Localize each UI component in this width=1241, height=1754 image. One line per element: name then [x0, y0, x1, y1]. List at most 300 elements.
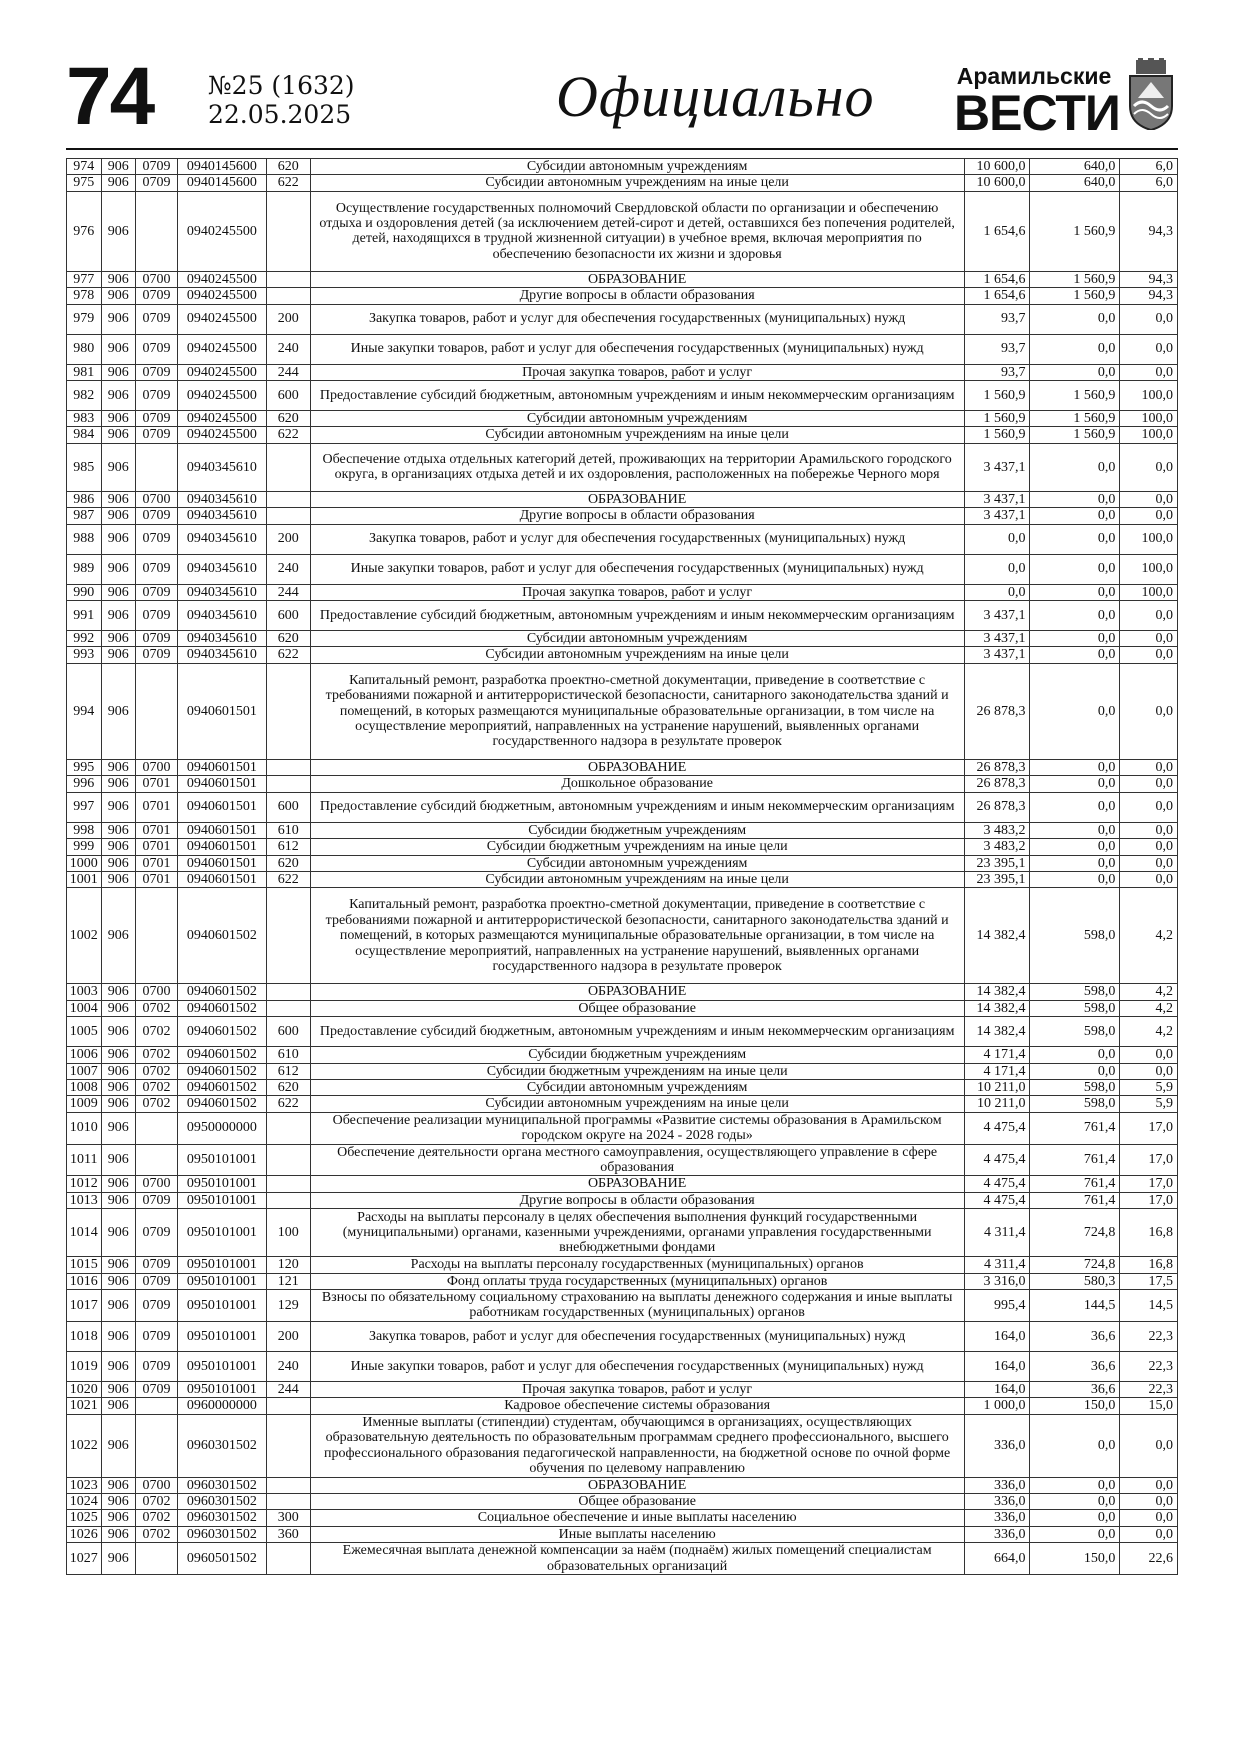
section-code-cell	[136, 1414, 178, 1477]
expense-name-cell: Субсидии автономным учреждениям на иные цели	[310, 427, 964, 443]
expense-type-code-cell: 600	[266, 792, 310, 822]
execution-percent-cell: 0,0	[1120, 776, 1178, 792]
department-code-cell: 906	[101, 984, 136, 1000]
table-row	[67, 288, 1178, 304]
table-row	[67, 1257, 1178, 1273]
department-code-cell: 906	[101, 776, 136, 792]
department-code-cell: 906	[101, 1112, 136, 1144]
expense-type-code-cell	[266, 491, 310, 507]
execution-percent-cell: 22,3	[1120, 1351, 1178, 1381]
expense-type-code-cell: 120	[266, 1257, 310, 1273]
table-row	[67, 554, 1178, 584]
execution-percent-cell: 4,2	[1120, 1000, 1178, 1016]
section-code-cell: 0701	[136, 792, 178, 822]
executed-amount-cell: 1 560,9	[1030, 411, 1120, 427]
executed-amount-cell: 36,6	[1030, 1321, 1120, 1351]
row-number-cell: 975	[67, 175, 102, 191]
execution-percent-cell: 0,0	[1120, 1063, 1178, 1079]
execution-percent-cell: 6,0	[1120, 159, 1178, 175]
expense-type-code-cell: 240	[266, 1351, 310, 1381]
planned-amount-cell: 4 311,4	[964, 1257, 1030, 1273]
executed-amount-cell: 0,0	[1030, 1477, 1120, 1493]
table-row	[67, 601, 1178, 631]
expense-type-code-cell: 200	[266, 304, 310, 334]
planned-amount-cell: 4 171,4	[964, 1063, 1030, 1079]
execution-percent-cell: 22,6	[1120, 1543, 1178, 1575]
expense-type-code-cell	[266, 1176, 310, 1192]
section-code-cell: 0709	[136, 584, 178, 600]
executed-amount-cell: 0,0	[1030, 491, 1120, 507]
target-article-code-cell: 0940245500	[177, 411, 266, 427]
execution-percent-cell: 100,0	[1120, 584, 1178, 600]
department-code-cell: 906	[101, 554, 136, 584]
executed-amount-cell: 0,0	[1030, 871, 1120, 887]
planned-amount-cell: 0,0	[964, 554, 1030, 584]
expense-type-code-cell: 610	[266, 1047, 310, 1063]
expense-name-cell: Закупка товаров, работ и услуг для обеспечения государственных (муниципальных) нужд	[310, 1321, 964, 1351]
expense-name-cell: Расходы на выплаты персоналу в целях обеспечения выполнения функций государственными (муниципальными) органами, казенными учреждениями, органами управления государственными внебюджетными фондами	[310, 1209, 964, 1257]
row-number-cell: 979	[67, 304, 102, 334]
department-code-cell: 906	[101, 663, 136, 759]
expense-type-code-cell: 622	[266, 871, 310, 887]
expense-type-code-cell: 612	[266, 1063, 310, 1079]
planned-amount-cell: 3 437,1	[964, 631, 1030, 647]
expense-name-cell: Субсидии автономным учреждениям на иные цели	[310, 1096, 964, 1112]
table-row	[67, 381, 1178, 411]
planned-amount-cell: 4 475,4	[964, 1112, 1030, 1144]
issue-date: 22.05.2025	[208, 100, 352, 129]
execution-percent-cell: 22,3	[1120, 1321, 1178, 1351]
executed-amount-cell: 144,5	[1030, 1290, 1120, 1322]
expense-type-code-cell: 100	[266, 1209, 310, 1257]
table-row	[67, 1000, 1178, 1016]
target-article-code-cell: 0950000000	[177, 1112, 266, 1144]
expense-type-code-cell	[266, 663, 310, 759]
target-article-code-cell: 0960301502	[177, 1510, 266, 1526]
target-article-code-cell: 0940345610	[177, 508, 266, 524]
planned-amount-cell: 4 475,4	[964, 1192, 1030, 1208]
row-number-cell: 977	[67, 271, 102, 287]
expense-name-cell: Именные выплаты (стипендии) студентам, обучающимся в организациях, осуществляющих образовательную деятельность по образовательным программам среднего профессионального, высшего профессионального образования педагогической направленности, на бюджетной основе по очной форме обучения по целевому направлению	[310, 1414, 964, 1477]
executed-amount-cell: 0,0	[1030, 759, 1120, 775]
planned-amount-cell: 10 600,0	[964, 159, 1030, 175]
row-number-cell: 980	[67, 334, 102, 364]
newspaper-name-bottom: ВЕСТИ	[954, 85, 1120, 141]
table-row	[67, 1063, 1178, 1079]
planned-amount-cell: 23 395,1	[964, 855, 1030, 871]
expense-name-cell: Капитальный ремонт, разработка проектно-сметной документации, приведение в соответствие с требованиями пожарной и антитеррористической безопасности, санитарного законодательства зданий и помещений, в которых размещаются муниципальные образовательные организации, в том числе на осуществление мероприятий, направленных на устранение нарушений, выявленных органами государственного надзора в результате проверок	[310, 663, 964, 759]
section-code-cell: 0709	[136, 1257, 178, 1273]
executed-amount-cell: 0,0	[1030, 334, 1120, 364]
execution-percent-cell: 100,0	[1120, 381, 1178, 411]
table-row	[67, 792, 1178, 822]
row-number-cell: 994	[67, 663, 102, 759]
execution-percent-cell: 4,2	[1120, 1017, 1178, 1047]
row-number-cell: 995	[67, 759, 102, 775]
executed-amount-cell: 598,0	[1030, 1079, 1120, 1095]
section-code-cell: 0702	[136, 1096, 178, 1112]
execution-percent-cell: 17,0	[1120, 1192, 1178, 1208]
table-row	[67, 1477, 1178, 1493]
expense-type-code-cell	[266, 1192, 310, 1208]
executed-amount-cell: 580,3	[1030, 1273, 1120, 1289]
section-code-cell: 0709	[136, 159, 178, 175]
table-row	[67, 443, 1178, 491]
executed-amount-cell: 640,0	[1030, 159, 1120, 175]
page-number: 74	[66, 51, 154, 142]
target-article-code-cell: 0940245500	[177, 191, 266, 271]
expense-name-cell: Другие вопросы в области образования	[310, 1192, 964, 1208]
expense-name-cell: Субсидии автономным учреждениям на иные цели	[310, 871, 964, 887]
executed-amount-cell: 0,0	[1030, 839, 1120, 855]
executed-amount-cell: 0,0	[1030, 508, 1120, 524]
table-row	[67, 304, 1178, 334]
row-number-cell: 984	[67, 427, 102, 443]
section-code-cell: 0709	[136, 508, 178, 524]
row-number-cell: 999	[67, 839, 102, 855]
target-article-code-cell: 0940245500	[177, 427, 266, 443]
execution-percent-cell: 100,0	[1120, 427, 1178, 443]
target-article-code-cell: 0940245500	[177, 381, 266, 411]
target-article-code-cell: 0940601502	[177, 984, 266, 1000]
planned-amount-cell: 4 171,4	[964, 1047, 1030, 1063]
section-code-cell: 0700	[136, 491, 178, 507]
executed-amount-cell: 724,8	[1030, 1257, 1120, 1273]
planned-amount-cell: 4 475,4	[964, 1176, 1030, 1192]
planned-amount-cell: 1 654,6	[964, 288, 1030, 304]
planned-amount-cell: 336,0	[964, 1414, 1030, 1477]
execution-percent-cell: 5,9	[1120, 1079, 1178, 1095]
expense-type-code-cell: 622	[266, 1096, 310, 1112]
target-article-code-cell: 0940345610	[177, 491, 266, 507]
table-row	[67, 839, 1178, 855]
target-article-code-cell: 0940601501	[177, 663, 266, 759]
row-number-cell: 1006	[67, 1047, 102, 1063]
section-code-cell: 0700	[136, 759, 178, 775]
row-number-cell: 1010	[67, 1112, 102, 1144]
expense-type-code-cell	[266, 1477, 310, 1493]
section-code-cell: 0702	[136, 1494, 178, 1510]
table-row	[67, 1192, 1178, 1208]
section-code-cell: 0709	[136, 175, 178, 191]
expense-type-code-cell	[266, 191, 310, 271]
section-code-cell: 0700	[136, 1477, 178, 1493]
target-article-code-cell: 0940345610	[177, 631, 266, 647]
expense-name-cell: ОБРАЗОВАНИЕ	[310, 984, 964, 1000]
section-code-cell: 0709	[136, 1381, 178, 1397]
department-code-cell: 906	[101, 1257, 136, 1273]
expense-type-code-cell: 620	[266, 411, 310, 427]
executed-amount-cell: 0,0	[1030, 364, 1120, 380]
expense-name-cell: Дошкольное образование	[310, 776, 964, 792]
section-code-cell: 0709	[136, 288, 178, 304]
expense-type-code-cell	[266, 508, 310, 524]
executed-amount-cell: 598,0	[1030, 1096, 1120, 1112]
executed-amount-cell: 640,0	[1030, 175, 1120, 191]
executed-amount-cell: 1 560,9	[1030, 271, 1120, 287]
row-number-cell: 1011	[67, 1144, 102, 1176]
expense-type-code-cell: 244	[266, 584, 310, 600]
department-code-cell: 906	[101, 792, 136, 822]
target-article-code-cell: 0940245500	[177, 334, 266, 364]
planned-amount-cell: 164,0	[964, 1351, 1030, 1381]
row-number-cell: 1012	[67, 1176, 102, 1192]
executed-amount-cell: 1 560,9	[1030, 191, 1120, 271]
expense-type-code-cell: 121	[266, 1273, 310, 1289]
newspaper-logo	[954, 63, 1120, 141]
table-row	[67, 663, 1178, 759]
row-number-cell: 990	[67, 584, 102, 600]
row-number-cell: 1000	[67, 855, 102, 871]
page-header	[66, 51, 1178, 150]
expense-name-cell: Социальное обеспечение и иные выплаты населению	[310, 1510, 964, 1526]
target-article-code-cell: 0940145600	[177, 159, 266, 175]
execution-percent-cell: 100,0	[1120, 524, 1178, 554]
department-code-cell: 906	[101, 491, 136, 507]
expense-name-cell: Общее образование	[310, 1000, 964, 1016]
row-number-cell: 987	[67, 508, 102, 524]
department-code-cell: 906	[101, 1047, 136, 1063]
department-code-cell: 906	[101, 334, 136, 364]
department-code-cell: 906	[101, 1351, 136, 1381]
target-article-code-cell: 0960301502	[177, 1477, 266, 1493]
execution-percent-cell: 0,0	[1120, 334, 1178, 364]
department-code-cell: 906	[101, 508, 136, 524]
planned-amount-cell: 26 878,3	[964, 663, 1030, 759]
executed-amount-cell: 0,0	[1030, 1063, 1120, 1079]
target-article-code-cell: 0940245500	[177, 304, 266, 334]
execution-percent-cell: 0,0	[1120, 759, 1178, 775]
expense-type-code-cell: 600	[266, 1017, 310, 1047]
target-article-code-cell: 0960301502	[177, 1526, 266, 1542]
department-code-cell: 906	[101, 524, 136, 554]
target-article-code-cell: 0940601502	[177, 1096, 266, 1112]
target-article-code-cell: 0940601502	[177, 1000, 266, 1016]
row-number-cell: 996	[67, 776, 102, 792]
executed-amount-cell: 761,4	[1030, 1192, 1120, 1208]
planned-amount-cell: 164,0	[964, 1321, 1030, 1351]
row-number-cell: 986	[67, 491, 102, 507]
row-number-cell: 982	[67, 381, 102, 411]
planned-amount-cell: 26 878,3	[964, 759, 1030, 775]
executed-amount-cell: 0,0	[1030, 1494, 1120, 1510]
section-code-cell: 0709	[136, 1351, 178, 1381]
target-article-code-cell: 0950101001	[177, 1209, 266, 1257]
table-row	[67, 871, 1178, 887]
table-row	[67, 776, 1178, 792]
section-code-cell	[136, 1543, 178, 1575]
executed-amount-cell: 0,0	[1030, 647, 1120, 663]
executed-amount-cell: 1 560,9	[1030, 381, 1120, 411]
section-code-cell	[136, 888, 178, 984]
section-code-cell: 0700	[136, 271, 178, 287]
target-article-code-cell: 0940145600	[177, 175, 266, 191]
planned-amount-cell: 1 560,9	[964, 411, 1030, 427]
row-number-cell: 981	[67, 364, 102, 380]
table-row	[67, 1290, 1178, 1322]
expense-type-code-cell	[266, 1000, 310, 1016]
executed-amount-cell: 1 560,9	[1030, 427, 1120, 443]
planned-amount-cell: 26 878,3	[964, 776, 1030, 792]
section-code-cell: 0709	[136, 381, 178, 411]
executed-amount-cell: 0,0	[1030, 584, 1120, 600]
expense-type-code-cell	[266, 288, 310, 304]
expense-name-cell: Предоставление субсидий бюджетным, автономным учреждениям и иным некоммерческим организациям	[310, 601, 964, 631]
execution-percent-cell: 0,0	[1120, 1414, 1178, 1477]
target-article-code-cell: 0960000000	[177, 1398, 266, 1414]
section-code-cell: 0709	[136, 1321, 178, 1351]
row-number-cell: 1020	[67, 1381, 102, 1397]
expense-type-code-cell	[266, 1144, 310, 1176]
execution-percent-cell: 16,8	[1120, 1257, 1178, 1273]
expense-name-cell: Капитальный ремонт, разработка проектно-сметной документации, приведение в соответствие с требованиями пожарной и антитеррористической безопасности, санитарного законодательства зданий и помещений, в которых размещаются муниципальные образовательные организации, в том числе на осуществление мероприятий, направленных на устранение нарушений, выявленных органами государственного надзора в результате проверок	[310, 888, 964, 984]
expense-name-cell: Субсидии автономным учреждениям на иные цели	[310, 647, 964, 663]
target-article-code-cell: 0960301502	[177, 1494, 266, 1510]
target-article-code-cell: 0950101001	[177, 1257, 266, 1273]
target-article-code-cell: 0940601502	[177, 1079, 266, 1095]
department-code-cell: 906	[101, 822, 136, 838]
row-number-cell: 1021	[67, 1398, 102, 1414]
planned-amount-cell: 336,0	[964, 1477, 1030, 1493]
expense-type-code-cell	[266, 888, 310, 984]
executed-amount-cell: 761,4	[1030, 1144, 1120, 1176]
expense-name-cell: Субсидии автономным учреждениям	[310, 631, 964, 647]
execution-percent-cell: 94,3	[1120, 271, 1178, 287]
department-code-cell: 906	[101, 1144, 136, 1176]
row-number-cell: 976	[67, 191, 102, 271]
table-row	[67, 1112, 1178, 1144]
target-article-code-cell: 0940345610	[177, 647, 266, 663]
section-code-cell: 0701	[136, 855, 178, 871]
expense-type-code-cell: 600	[266, 381, 310, 411]
row-number-cell: 992	[67, 631, 102, 647]
target-article-code-cell: 0940601501	[177, 792, 266, 822]
expense-name-cell: ОБРАЗОВАНИЕ	[310, 491, 964, 507]
department-code-cell: 906	[101, 1063, 136, 1079]
planned-amount-cell: 3 437,1	[964, 443, 1030, 491]
table-row	[67, 1526, 1178, 1542]
row-number-cell: 998	[67, 822, 102, 838]
row-number-cell: 1002	[67, 888, 102, 984]
section-code-cell: 0709	[136, 631, 178, 647]
executed-amount-cell: 761,4	[1030, 1112, 1120, 1144]
executed-amount-cell: 0,0	[1030, 554, 1120, 584]
expense-name-cell: Общее образование	[310, 1494, 964, 1510]
row-number-cell: 991	[67, 601, 102, 631]
expense-name-cell: Обеспечение реализации муниципальной программы «Развитие системы образования в Арамильском городском округе на 2024 - 2028 годы»	[310, 1112, 964, 1144]
section-code-cell: 0709	[136, 334, 178, 364]
execution-percent-cell: 0,0	[1120, 1526, 1178, 1542]
expense-type-code-cell: 240	[266, 554, 310, 584]
table-row	[67, 1273, 1178, 1289]
executed-amount-cell: 0,0	[1030, 1526, 1120, 1542]
section-code-cell: 0700	[136, 1176, 178, 1192]
department-code-cell: 906	[101, 1510, 136, 1526]
department-code-cell: 906	[101, 1414, 136, 1477]
expense-type-code-cell: 240	[266, 334, 310, 364]
execution-percent-cell: 0,0	[1120, 1494, 1178, 1510]
executed-amount-cell: 0,0	[1030, 1414, 1120, 1477]
department-code-cell: 906	[101, 1096, 136, 1112]
table-row	[67, 1494, 1178, 1510]
planned-amount-cell: 1 654,6	[964, 271, 1030, 287]
executed-amount-cell: 0,0	[1030, 304, 1120, 334]
section-code-cell: 0709	[136, 411, 178, 427]
executed-amount-cell: 761,4	[1030, 1176, 1120, 1192]
expense-type-code-cell	[266, 1494, 310, 1510]
expense-name-cell: Иные выплаты населению	[310, 1526, 964, 1542]
table-row	[67, 1351, 1178, 1381]
expense-type-code-cell: 200	[266, 524, 310, 554]
target-article-code-cell: 0940601501	[177, 839, 266, 855]
target-article-code-cell: 0950101001	[177, 1144, 266, 1176]
expense-name-cell: Другие вопросы в области образования	[310, 288, 964, 304]
table-row	[67, 1079, 1178, 1095]
department-code-cell: 906	[101, 381, 136, 411]
table-row	[67, 1398, 1178, 1414]
row-number-cell: 1024	[67, 1494, 102, 1510]
executed-amount-cell: 0,0	[1030, 601, 1120, 631]
department-code-cell: 906	[101, 1017, 136, 1047]
department-code-cell: 906	[101, 1494, 136, 1510]
planned-amount-cell: 10 211,0	[964, 1096, 1030, 1112]
execution-percent-cell: 0,0	[1120, 1047, 1178, 1063]
expense-name-cell: ОБРАЗОВАНИЕ	[310, 1477, 964, 1493]
row-number-cell: 1001	[67, 871, 102, 887]
table-row	[67, 888, 1178, 984]
target-article-code-cell: 0940601501	[177, 759, 266, 775]
expense-name-cell: Обеспечение деятельности органа местного самоуправления, осуществляющего управление в сфере образования	[310, 1144, 964, 1176]
row-number-cell: 974	[67, 159, 102, 175]
section-code-cell	[136, 663, 178, 759]
expense-name-cell: Закупка товаров, работ и услуг для обеспечения государственных (муниципальных) нужд	[310, 524, 964, 554]
expense-name-cell: Субсидии бюджетным учреждениям	[310, 1047, 964, 1063]
expense-type-code-cell: 620	[266, 1079, 310, 1095]
row-number-cell: 1018	[67, 1321, 102, 1351]
target-article-code-cell: 0950101001	[177, 1290, 266, 1322]
target-article-code-cell: 0960301502	[177, 1414, 266, 1477]
planned-amount-cell: 3 316,0	[964, 1273, 1030, 1289]
executed-amount-cell: 0,0	[1030, 443, 1120, 491]
budget-table-body	[67, 159, 1178, 1575]
expense-name-cell: Субсидии бюджетным учреждениям на иные цели	[310, 839, 964, 855]
expense-name-cell: ОБРАЗОВАНИЕ	[310, 759, 964, 775]
table-row	[67, 1381, 1178, 1397]
department-code-cell: 906	[101, 584, 136, 600]
section-code-cell: 0702	[136, 1017, 178, 1047]
section-title: Официально	[556, 64, 875, 129]
section-code-cell: 0709	[136, 1273, 178, 1289]
table-row	[67, 159, 1178, 175]
executed-amount-cell: 0,0	[1030, 631, 1120, 647]
execution-percent-cell: 16,8	[1120, 1209, 1178, 1257]
execution-percent-cell: 0,0	[1120, 1510, 1178, 1526]
table-row	[67, 334, 1178, 364]
target-article-code-cell: 0940345610	[177, 584, 266, 600]
row-number-cell: 1027	[67, 1543, 102, 1575]
expense-type-code-cell	[266, 1112, 310, 1144]
row-number-cell: 1004	[67, 1000, 102, 1016]
row-number-cell: 978	[67, 288, 102, 304]
expense-type-code-cell	[266, 984, 310, 1000]
executed-amount-cell: 0,0	[1030, 1510, 1120, 1526]
expense-name-cell: Предоставление субсидий бюджетным, автономным учреждениям и иным некоммерческим организациям	[310, 1017, 964, 1047]
table-row	[67, 411, 1178, 427]
section-code-cell: 0709	[136, 364, 178, 380]
target-article-code-cell: 0950101001	[177, 1321, 266, 1351]
issue-info	[208, 71, 355, 129]
expense-name-cell: Фонд оплаты труда государственных (муниципальных) органов	[310, 1273, 964, 1289]
